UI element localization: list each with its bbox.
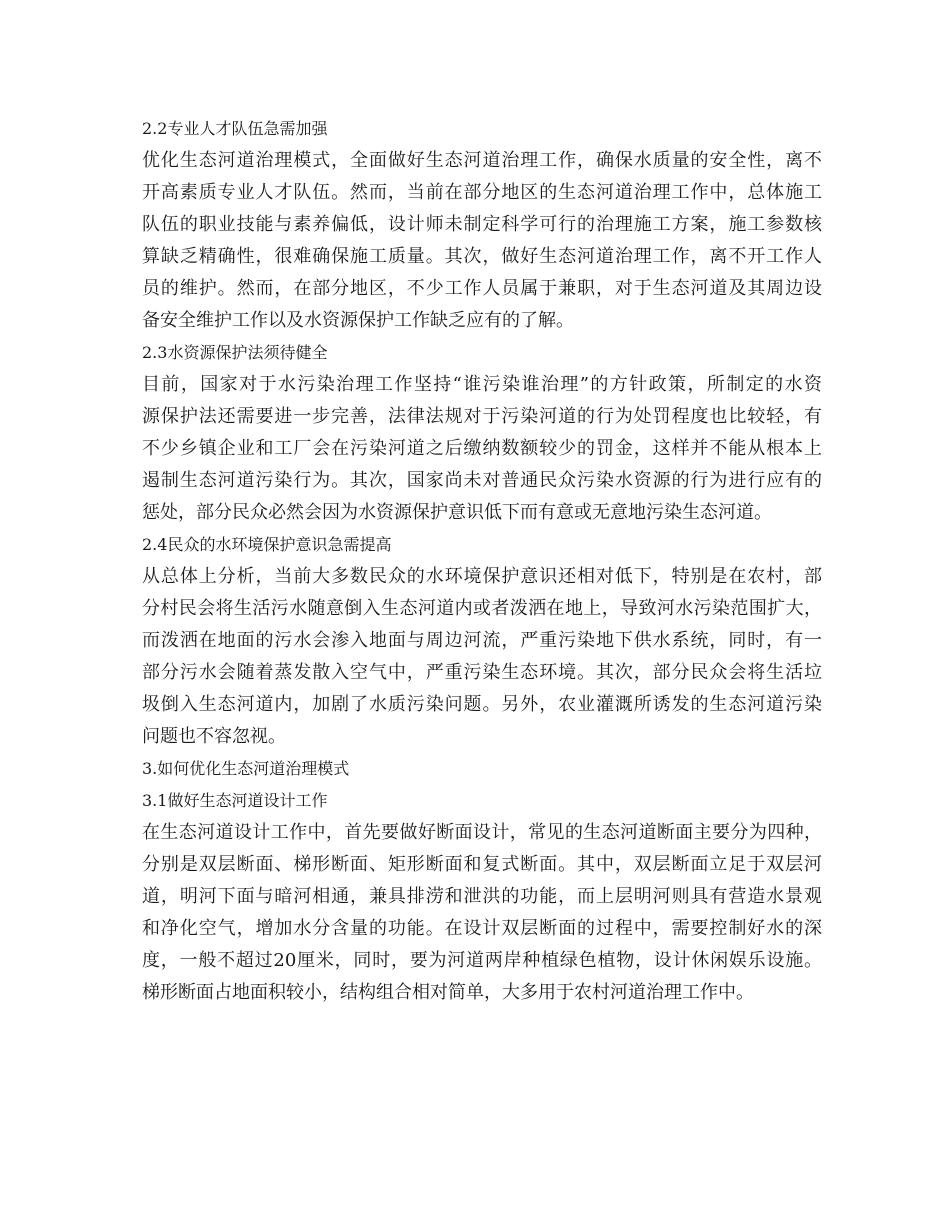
text-line: 目前，国家对于水污染治理工作坚持“谁污染谁治理”的方针政策，所制定的水资: [142, 374, 822, 395]
text-line: 分村民会将生活污水随意倒入生态河道内或者泼洒在地上，导致河水污染范围扩大，: [142, 598, 822, 619]
paragraph-2-2: [142, 145, 822, 337]
paragraph-2-3: [142, 369, 822, 529]
text-line: 优化生态河道治理模式，全面做好生态河道治理工作，确保水质量的安全性，离不: [142, 150, 822, 171]
text-line: 梯形断面占地面积较小，结构组合相对简单，大多用于农村河道治理工作中。: [142, 982, 754, 1003]
section-heading-2-3: 2.3水资源保护法须待健全: [142, 343, 328, 362]
text-line: 开高素质专业人才队伍。然而，当前在部分地区的生态河道治理工作中，总体施工: [142, 182, 822, 203]
text-line: 而泼洒在地面的污水会渗入地面与周边河流，严重污染地下供水系统，同时，有一: [142, 630, 822, 651]
paragraph-2-4: [142, 561, 822, 753]
text-line: 算缺乏精确性，很难确保施工质量。其次，做好生态河道治理工作，离不开工作人: [142, 246, 822, 267]
text-line: 和净化空气，增加水分含量的功能。在设计双层断面的过程中，需要控制好水的深: [142, 918, 822, 939]
paragraph-3-1: [142, 817, 822, 1009]
document-page: [142, 113, 822, 1009]
text-line: 圾倒入生态河道内，加剧了水质污染问题。另外，农业灌溉所诱发的生态河道污染: [142, 694, 822, 715]
text-line: 在生态河道设计工作中，首先要做好断面设计，常见的生态河道断面主要分为四种，: [142, 822, 822, 843]
text-line: 备安全维护工作以及水资源保护工作缺乏应有的了解。: [142, 310, 574, 331]
text-line: 部分污水会随着蒸发散入空气中，严重污染生态环境。其次，部分民众会将生活垃: [142, 662, 822, 683]
text-line: 遏制生态河道污染行为。其次，国家尚未对普通民众污染水资源的行为进行应有的: [142, 470, 822, 491]
text-line: 惩处，部分民众必然会因为水资源保护意识低下而有意或无意地污染生态河道。: [142, 502, 772, 523]
text-line: 分别是双层断面、梯形断面、矩形断面和复式断面。其中，双层断面立足于双层河: [142, 854, 822, 875]
text-line: 道，明河下面与暗河相通，兼具排涝和泄洪的功能，而上层明河则具有营造水景观: [142, 886, 822, 907]
section-heading-3-1: 3.1做好生态河道设计工作: [142, 791, 328, 810]
section-heading-2-2: 2.2专业人才队伍急需加强: [142, 119, 328, 138]
text-line: 从总体上分析，当前大多数民众的水环境保护意识还相对低下，特别是在农村，部: [142, 566, 822, 587]
text-line: 队伍的职业技能与素养偏低，设计师未制定科学可行的治理施工方案，施工参数核: [142, 214, 822, 235]
section-heading-2-4: 2.4民众的水环境保护意识急需提高: [142, 535, 392, 554]
text-line: 问题也不容忽视。: [142, 726, 286, 747]
text-line: 度，一般不超过20厘米，同时，要为河道两岸种植绿色植物，设计休闲娱乐设施。: [142, 950, 822, 971]
text-line: 员的维护。然而，在部分地区，不少工作人员属于兼职，对于生态河道及其周边设: [142, 278, 822, 299]
section-heading-3: 3.如何优化生态河道治理模式: [142, 759, 350, 778]
text-line: 不少乡镇企业和工厂会在污染河道之后缴纳数额较少的罚金，这样并不能从根本上: [142, 438, 822, 459]
text-line: 源保护法还需要进一步完善，法律法规对于污染河道的行为处罚程度也比较轻，有: [142, 406, 822, 427]
